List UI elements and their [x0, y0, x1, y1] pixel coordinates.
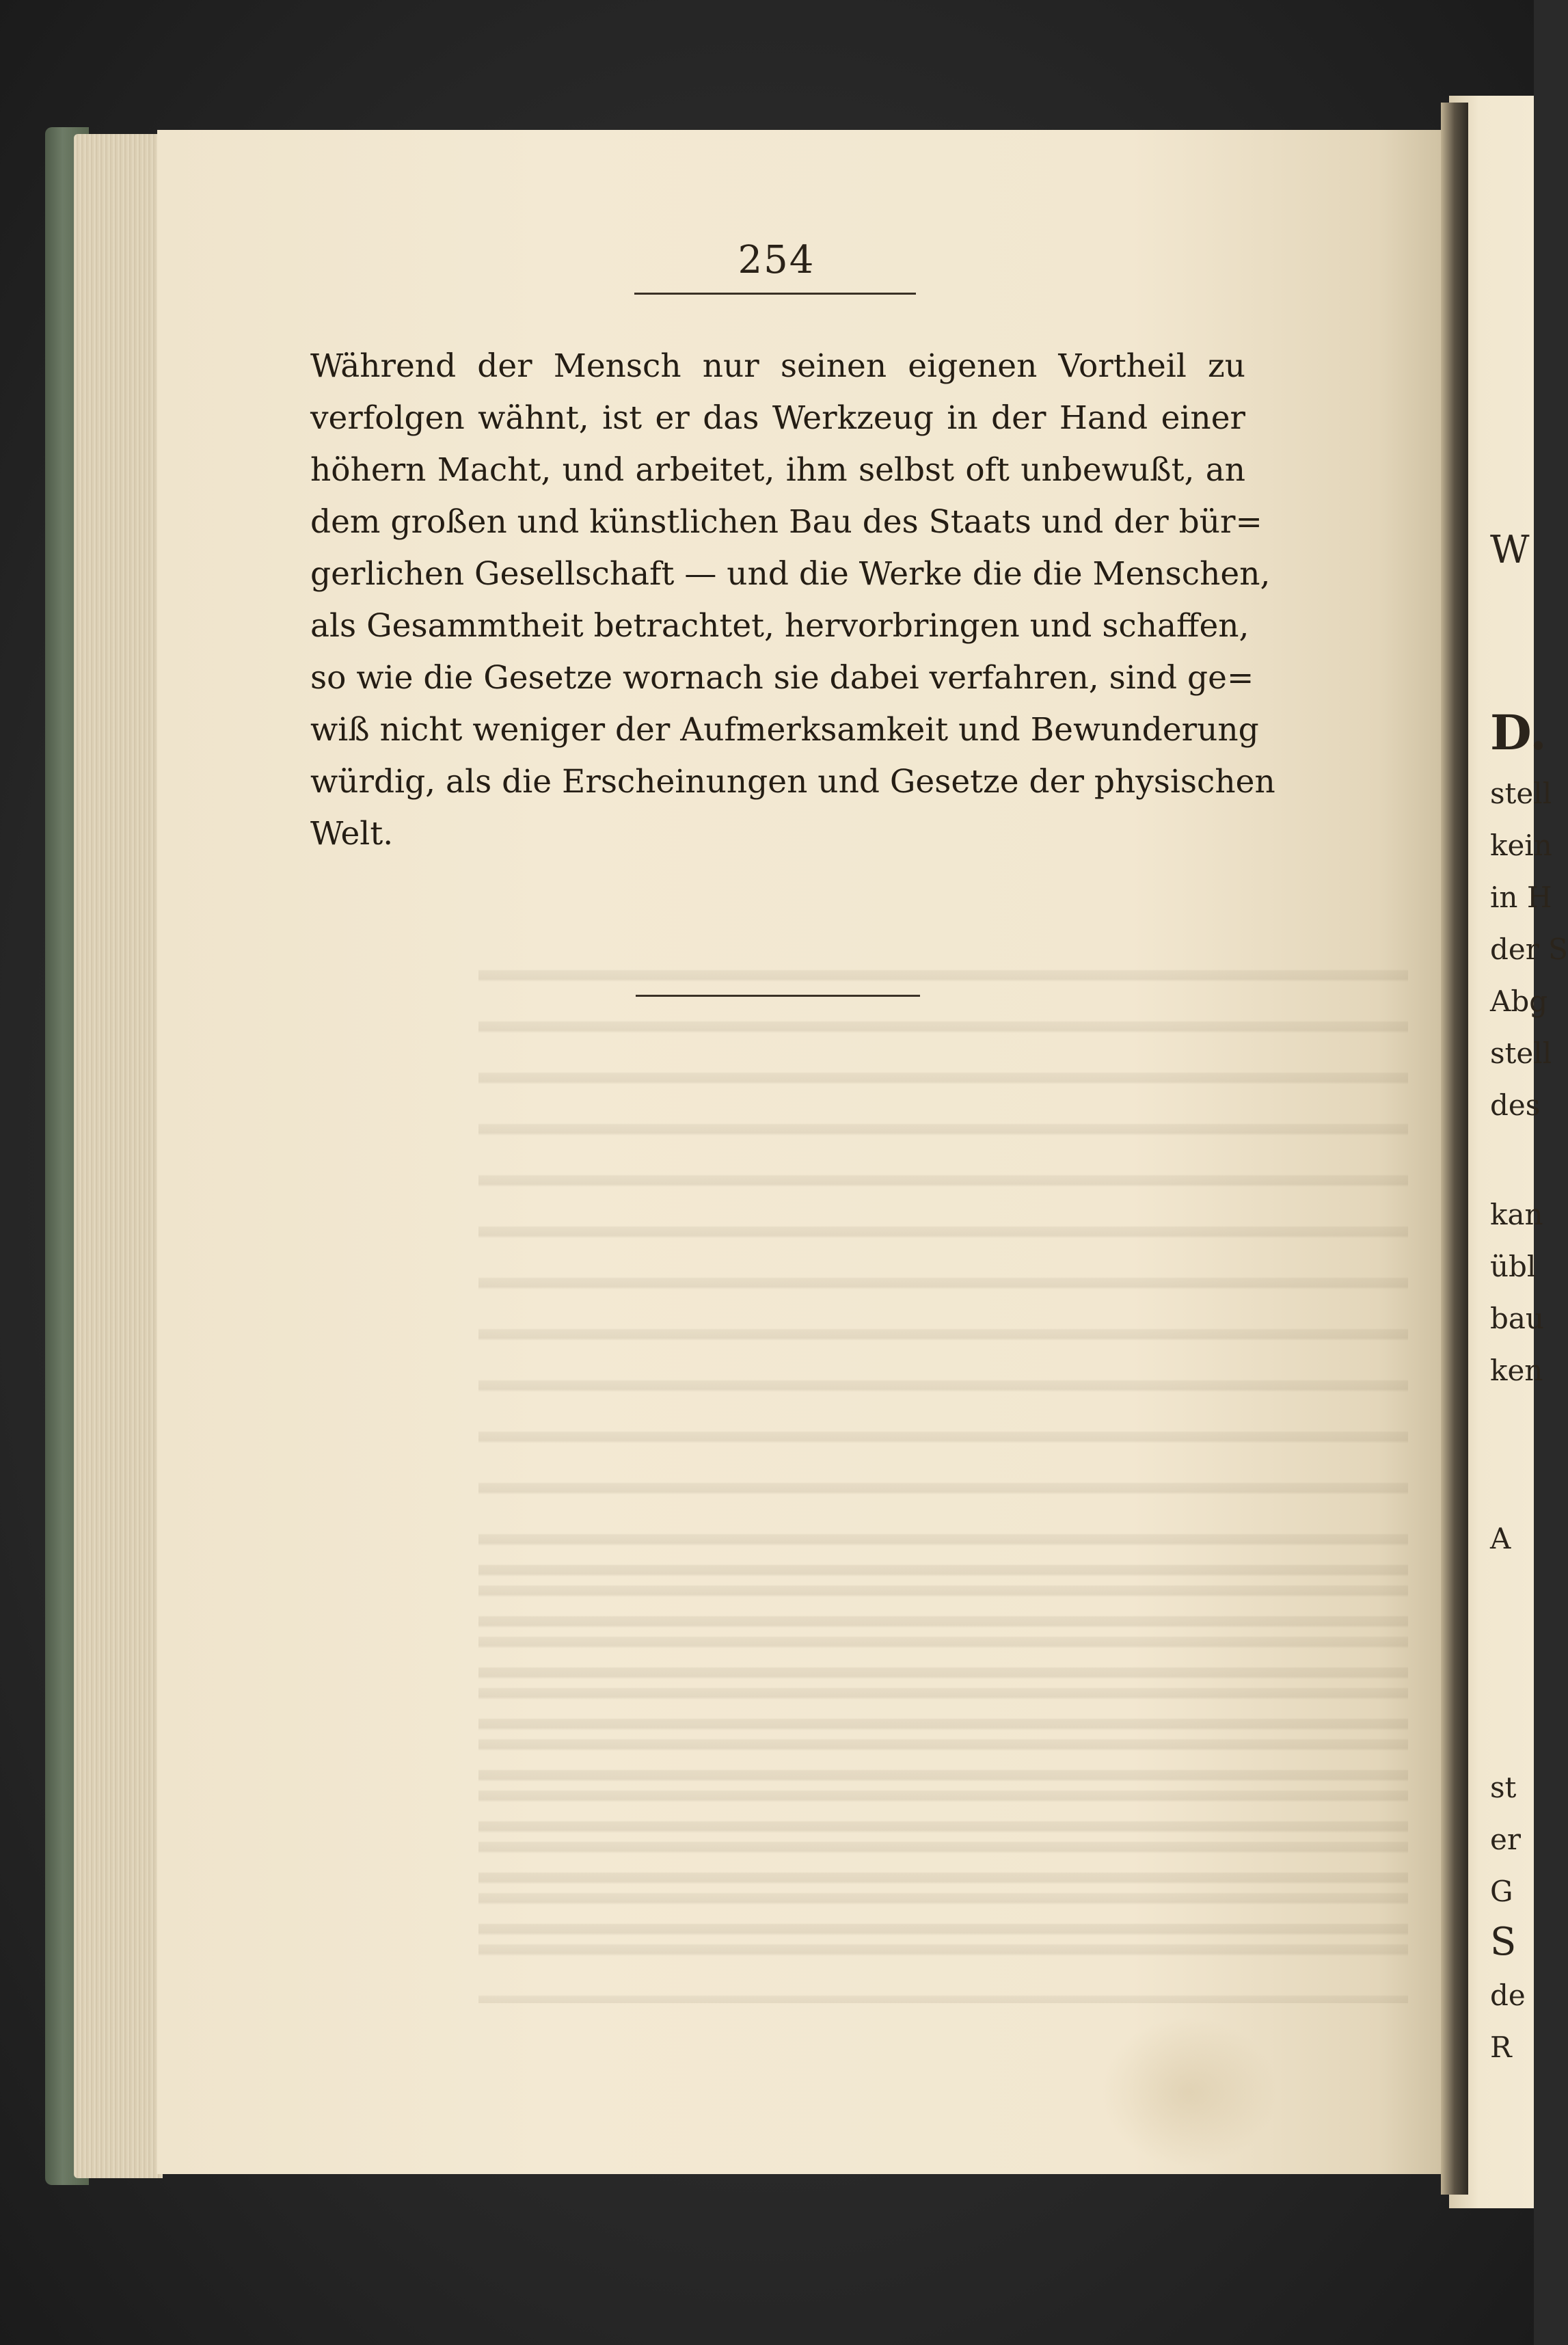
- page-edges: [74, 134, 163, 2178]
- facing-fragment: stell: [1490, 777, 1552, 810]
- page-number: 254: [738, 238, 815, 282]
- facing-fragment: er: [1490, 1823, 1521, 1856]
- text-line: als Gesammtheit betrachtet, hervorbringen und schaffen,: [310, 607, 1249, 645]
- text-line: würdig, als die Erscheinungen und Gesetze der physischen: [310, 763, 1275, 801]
- show-through-text-lower: [478, 1531, 1408, 1969]
- book-gutter: [1441, 103, 1468, 2195]
- text-line: Während der Mensch nur seinen eigenen Vortheil zu: [310, 347, 1245, 385]
- facing-fragment: Abg: [1490, 984, 1548, 1018]
- facing-fragment: stell: [1490, 1036, 1552, 1070]
- text-line: verfolgen wähnt, ist er das Werkzeug in der Hand einer: [310, 399, 1245, 437]
- facing-page-text-fragments: [1490, 0, 1568, 2345]
- facing-fragment: kein: [1490, 829, 1552, 862]
- text-line: dem großen und künstlichen Bau des Staats und der bür=: [310, 503, 1262, 541]
- body-paragraph: [310, 340, 1275, 860]
- text-line: wiß nicht weniger der Aufmerksamkeit und Bewunderung: [310, 711, 1259, 749]
- facing-fragment: übl: [1490, 1250, 1537, 1283]
- text-line-last: Welt.: [310, 815, 394, 853]
- facing-fragment: st: [1490, 1771, 1517, 1804]
- paper-stain: [1100, 2017, 1278, 2167]
- facing-fragment: W: [1490, 528, 1530, 572]
- facing-fragment: bau: [1490, 1302, 1544, 1335]
- facing-fragment: D.: [1490, 704, 1547, 761]
- header-rule: [634, 293, 916, 295]
- facing-fragment: A: [1490, 1522, 1511, 1555]
- facing-fragment: ken: [1490, 1354, 1543, 1387]
- text-line: gerlichen Gesellschaft — und die Werke die die Menschen,: [310, 555, 1271, 593]
- facing-fragment: kan: [1490, 1198, 1543, 1231]
- facing-fragment: G: [1490, 1875, 1513, 1908]
- facing-fragment: des: [1490, 1088, 1541, 1122]
- text-line: so wie die Gesetze wornach sie dabei verfahren, sind ge=: [310, 659, 1254, 697]
- facing-fragment: der S: [1490, 933, 1568, 966]
- section-end-rule: [636, 995, 920, 997]
- facing-fragment: R: [1490, 2031, 1512, 2064]
- facing-fragment: in H: [1490, 881, 1552, 914]
- facing-fragment: S: [1490, 1920, 1517, 1964]
- facing-fragment: de: [1490, 1979, 1526, 2012]
- text-line: höhern Macht, und arbeitet, ihm selbst oft unbewußt, an: [310, 451, 1245, 489]
